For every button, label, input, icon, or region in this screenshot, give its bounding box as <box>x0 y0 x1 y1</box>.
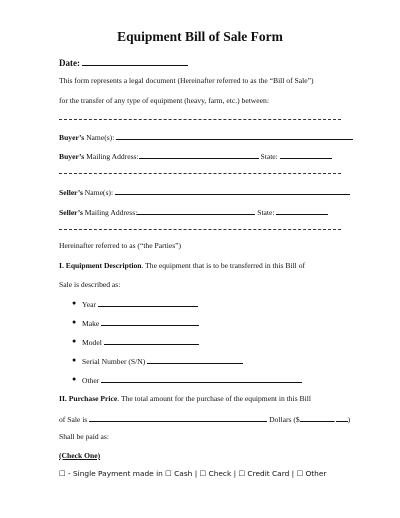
equipment-model-field[interactable] <box>104 336 199 345</box>
dollars-amount-field[interactable] <box>300 413 334 422</box>
seller-name-label: Name(s): <box>82 188 114 197</box>
cents-amount-field[interactable] <box>333 413 348 424</box>
amount-close-paren: ) <box>347 415 351 424</box>
bullet-icon: ● <box>72 299 77 307</box>
seller-name-label-bold: Seller’s <box>59 188 83 197</box>
equipment-make-row <box>82 317 199 329</box>
date-label: Date <box>59 58 77 68</box>
bullet-icon: ● <box>72 337 77 345</box>
dollars-label: Dollars ($ <box>269 415 300 424</box>
equipment-model-row <box>82 336 199 348</box>
buyer-state-label: State: <box>258 152 278 161</box>
equipment-serial-label: Serial Number (S/N) <box>82 357 146 366</box>
purchase-price-line-2 <box>59 413 350 425</box>
buyer-name-label: Name(s): <box>84 133 115 142</box>
divider <box>59 173 341 174</box>
buyer-address-field[interactable] <box>139 150 259 159</box>
purchase-price-line-1 <box>59 394 311 404</box>
seller-name-row <box>59 186 350 198</box>
divider <box>59 119 341 120</box>
section-1-heading: I. Equipment Description <box>59 261 142 270</box>
section-1-text: . The equipment that is to be transferred in this Bill of <box>141 261 306 270</box>
cents-separator: . <box>333 415 336 424</box>
equipment-other-row <box>82 374 302 386</box>
seller-address-label: Mailing Address: <box>82 208 138 217</box>
date-field[interactable] <box>82 57 188 66</box>
equipment-year-row <box>82 298 198 310</box>
date-row: Date: <box>59 57 188 69</box>
section-2-heading: II. Purchase Price <box>59 394 118 403</box>
equipment-make-label: Make <box>82 319 100 328</box>
buyer-name-row <box>59 131 353 143</box>
intro-line-1: This form represents a legal document (Hereinafter referred to as the “Bill of Sale”) <box>59 76 314 85</box>
purchase-price-label: of Sale is <box>59 415 88 424</box>
buyer-address-label-bold: Buyer’s <box>59 152 85 161</box>
equipment-make-field[interactable] <box>101 317 199 326</box>
buyer-state-field[interactable] <box>280 150 332 159</box>
section-2-text: . The total amount for the purchase of the equipment in this Bill <box>117 394 311 403</box>
intro-line-2: for the transfer of any type of equipment (heavy, farm, etc.) between: <box>59 96 269 105</box>
bullet-icon: ● <box>72 375 77 383</box>
buyer-address-row <box>59 150 332 162</box>
seller-state-label: State: <box>255 208 275 217</box>
divider <box>59 229 341 230</box>
equipment-serial-field[interactable] <box>147 355 243 364</box>
equipment-other-field[interactable] <box>101 374 302 383</box>
parties-text: Hereinafter referred to as (“the Parties”) <box>59 241 182 250</box>
page-title: Equipment Bill of Sale Form <box>117 29 283 44</box>
seller-state-field[interactable] <box>276 206 328 215</box>
equipment-description-line-2: Sale is described as: <box>59 280 121 289</box>
buyer-address-label: Mailing Address: <box>84 152 139 161</box>
paid-as-text: Shall be paid as: <box>59 432 109 441</box>
purchase-price-words-field[interactable] <box>89 413 267 422</box>
equipment-model-label: Model <box>82 338 102 347</box>
equipment-other-label: Other <box>82 376 100 385</box>
equipment-serial-row <box>82 355 243 367</box>
equipment-description-line-1 <box>59 261 305 271</box>
buyer-name-label-bold: Buyer’s <box>59 133 85 142</box>
payment-method-options[interactable]: ☐ - Single Payment made in ☐ Cash | ☐ Check | ☐ Credit Card | ☐ Other <box>59 469 327 478</box>
equipment-year-label: Year <box>82 300 96 309</box>
seller-address-label-bold: Seller’s <box>59 208 83 217</box>
seller-name-field[interactable] <box>115 186 350 195</box>
check-one-label: (Check One) <box>59 451 101 460</box>
bullet-icon: ● <box>72 318 77 326</box>
seller-address-field[interactable] <box>137 206 255 215</box>
seller-address-row <box>59 206 328 218</box>
equipment-year-field[interactable] <box>98 298 198 307</box>
bullet-icon: ● <box>72 356 77 364</box>
buyer-name-field[interactable] <box>116 131 353 140</box>
